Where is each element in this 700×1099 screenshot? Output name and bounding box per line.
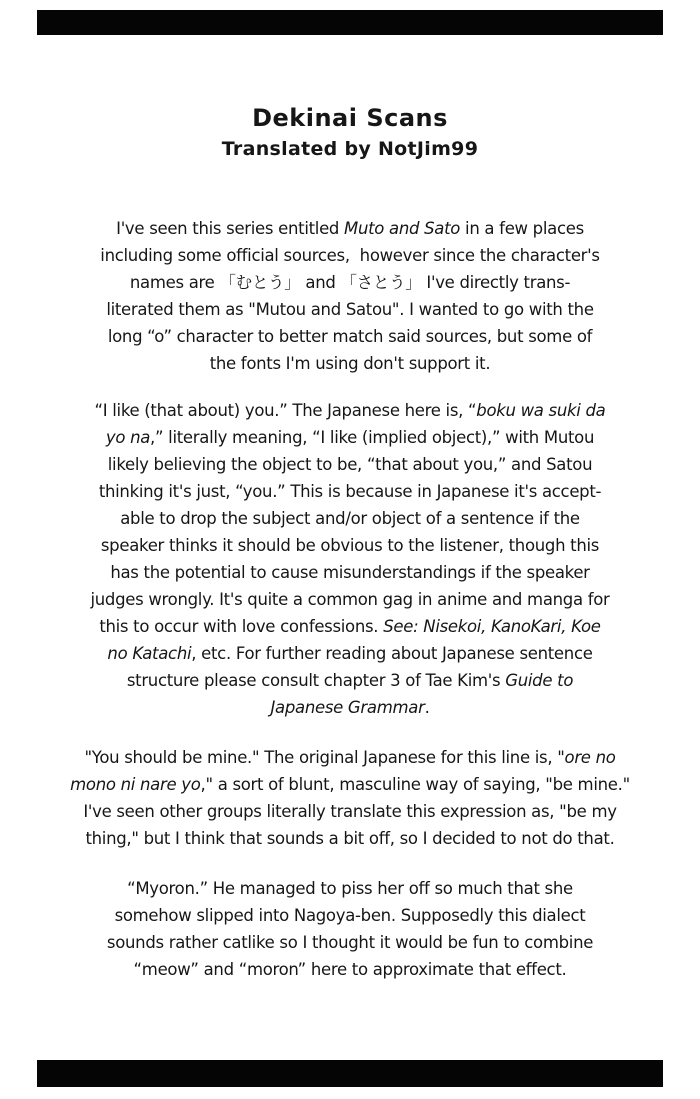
text-line [0, 451, 700, 478]
text-line [0, 559, 700, 586]
text-line [0, 825, 700, 852]
text-line [0, 929, 700, 956]
text-segment: I've seen other groups literally translate this expression as, "be my [83, 802, 617, 821]
text-segment: thinking it's just, “you.” This is because in Japanese it's accept- [98, 482, 602, 501]
text-line [0, 478, 700, 505]
text-line [0, 215, 700, 242]
bottom-border-bar [37, 1060, 663, 1087]
text-line [0, 667, 700, 694]
text-segment: “I like (that about) you.” The Japanese here is, “ [94, 401, 477, 420]
text-segment: names are 「むとう」 and 「さとう」 I've directly trans- [129, 273, 571, 292]
text-line [0, 902, 700, 929]
text-line [0, 875, 700, 902]
text-segment: ,” literally meaning, “I like (implied object),” with Mutou [150, 428, 595, 447]
text-line [0, 397, 700, 424]
text-line [0, 744, 700, 771]
translator-notes [0, 215, 700, 983]
text-segment: the fonts I'm using don't support it. [209, 354, 491, 373]
text-line [0, 242, 700, 269]
text-segment: . [424, 698, 430, 717]
text-segment: judges wrongly. It's quite a common gag in anime and manga for [90, 590, 610, 609]
text-line [0, 505, 700, 532]
text-segment: structure please consult chapter 3 of Tae Kim's [126, 671, 506, 690]
italic-text-segment: See: Nisekoi, KanoKari, Koe [383, 617, 601, 636]
paragraph-4 [0, 875, 700, 983]
text-line [0, 424, 700, 451]
text-segment: this to occur with love confessions. [99, 617, 384, 636]
paragraph-1 [0, 215, 700, 377]
italic-text-segment: boku wa suki da [476, 401, 606, 420]
text-line [0, 296, 700, 323]
text-segment: somehow slipped into Nagoya-ben. Supposedly this dialect [114, 906, 586, 925]
text-segment: “meow” and “moron” here to approximate that effect. [133, 960, 567, 979]
text-segment: has the potential to cause misunderstandings if the speaker [110, 563, 590, 582]
text-segment: speaker thinks it should be obvious to the listener, though this [100, 536, 600, 555]
translator-credit: Translated by NotJim99 [221, 138, 479, 160]
text-line [0, 350, 700, 377]
text-line [0, 640, 700, 667]
text-segment: including some official sources, however since the character's [100, 246, 600, 265]
italic-text-segment: Muto and Sato [344, 219, 461, 238]
text-segment: , etc. For further reading about Japanese sentence [191, 644, 593, 663]
text-line [0, 269, 700, 296]
page-title: Dekinai Scans [252, 104, 448, 132]
text-segment: ," a sort of blunt, masculine way of saying, "be mine." [200, 775, 630, 794]
text-line [0, 586, 700, 613]
text-line [0, 771, 700, 798]
italic-text-segment: Guide to [505, 671, 574, 690]
text-line [0, 694, 700, 721]
text-line [0, 798, 700, 825]
text-line [0, 532, 700, 559]
text-segment: in a few places [460, 219, 584, 238]
italic-text-segment: ore no [564, 748, 616, 767]
text-segment: likely believing the object to be, “that about you,” and Satou [107, 455, 593, 474]
text-segment: literated them as "Mutou and Satou". I wanted to go with the [106, 300, 594, 319]
text-line [0, 323, 700, 350]
text-line [0, 613, 700, 640]
italic-text-segment: mono ni nare yo [70, 775, 201, 794]
paragraph-3 [0, 744, 700, 852]
text-segment: “Myoron.” He managed to piss her off so much that she [127, 879, 573, 898]
text-segment: I've seen this series entitled [116, 219, 345, 238]
text-segment: "You should be mine." The original Japanese for this line is, " [84, 748, 565, 767]
text-segment: able to drop the subject and/or object of a sentence if the [120, 509, 580, 528]
italic-text-segment: yo na [105, 428, 151, 447]
paragraph-2 [0, 397, 700, 721]
text-segment: thing," but I think that sounds a bit off, so I decided to not do that. [85, 829, 615, 848]
text-segment: long “o” character to better match said sources, but some of [107, 327, 593, 346]
italic-text-segment: Japanese Grammar [270, 698, 425, 717]
text-segment: sounds rather catlike so I thought it would be fun to combine [106, 933, 594, 952]
italic-text-segment: no Katachi [107, 644, 192, 663]
text-line [0, 956, 700, 983]
